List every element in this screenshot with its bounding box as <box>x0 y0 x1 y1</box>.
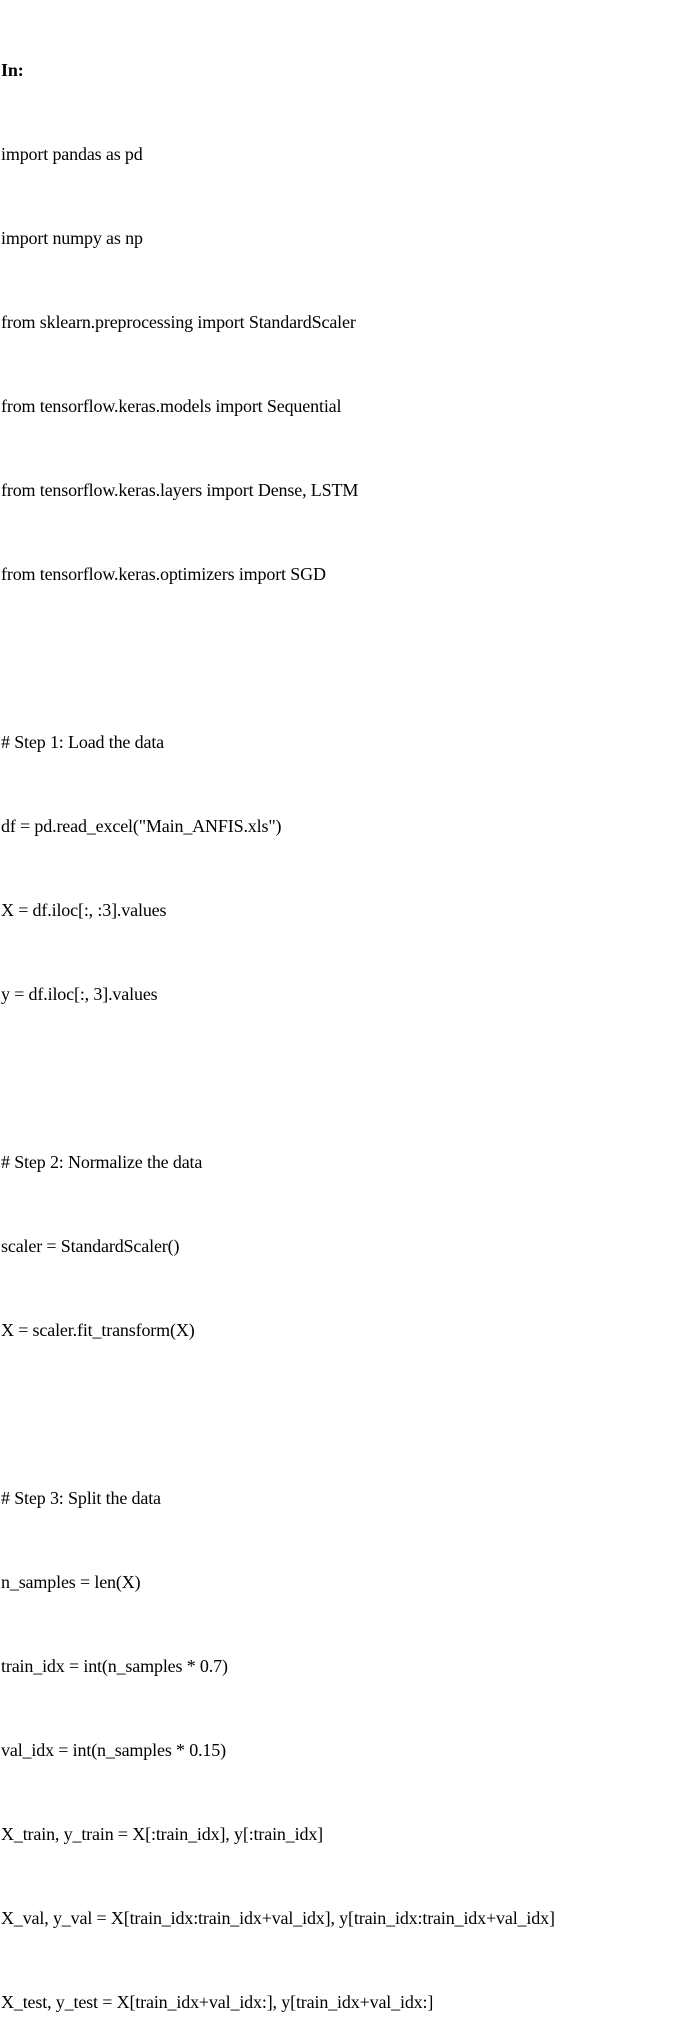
code-comment: # Step 2: Normalize the data <box>1 1152 203 1172</box>
code-line: train_idx = int(n_samples * 0.7) <box>1 1656 228 1676</box>
code-line: from tensorflow.keras.layers import Dense, LSTM <box>1 480 359 500</box>
code-line: X_train, y_train = X[:train_idx], y[:train_idx] <box>1 1824 324 1844</box>
code-line: X = scaler.fit_transform(X) <box>1 1320 195 1340</box>
code-comment: # Step 3: Split the data <box>1 1488 161 1508</box>
code-line: X = df.iloc[:, :3].values <box>1 900 167 920</box>
blank-line <box>1 644 685 672</box>
code-line: y = df.iloc[:, 3].values <box>1 984 158 1004</box>
code-line: from sklearn.preprocessing import StandardScaler <box>1 312 356 332</box>
code-line: scaler = StandardScaler() <box>1 1236 180 1256</box>
code-line: from tensorflow.keras.models import Sequential <box>1 396 342 416</box>
blank-line <box>1 1064 685 1092</box>
code-line: df = pd.read_excel("Main_ANFIS.xls") <box>1 816 282 836</box>
code-cell <box>1 0 685 2044</box>
cell-label: In: <box>1 60 24 80</box>
code-line: from tensorflow.keras.optimizers import SGD <box>1 564 326 584</box>
code-line: X_val, y_val = X[train_idx:train_idx+val_idx], y[train_idx:train_idx+val_idx] <box>1 1908 555 1928</box>
code-comment: # Step 1: Load the data <box>1 732 165 752</box>
code-line: val_idx = int(n_samples * 0.15) <box>1 1740 226 1760</box>
code-line: X_test, y_test = X[train_idx+val_idx:], y[train_idx+val_idx:] <box>1 1992 434 2012</box>
code-line: import numpy as np <box>1 228 143 248</box>
code-line: import pandas as pd <box>1 144 143 164</box>
code-line: n_samples = len(X) <box>1 1572 141 1592</box>
blank-line <box>1 1400 685 1428</box>
